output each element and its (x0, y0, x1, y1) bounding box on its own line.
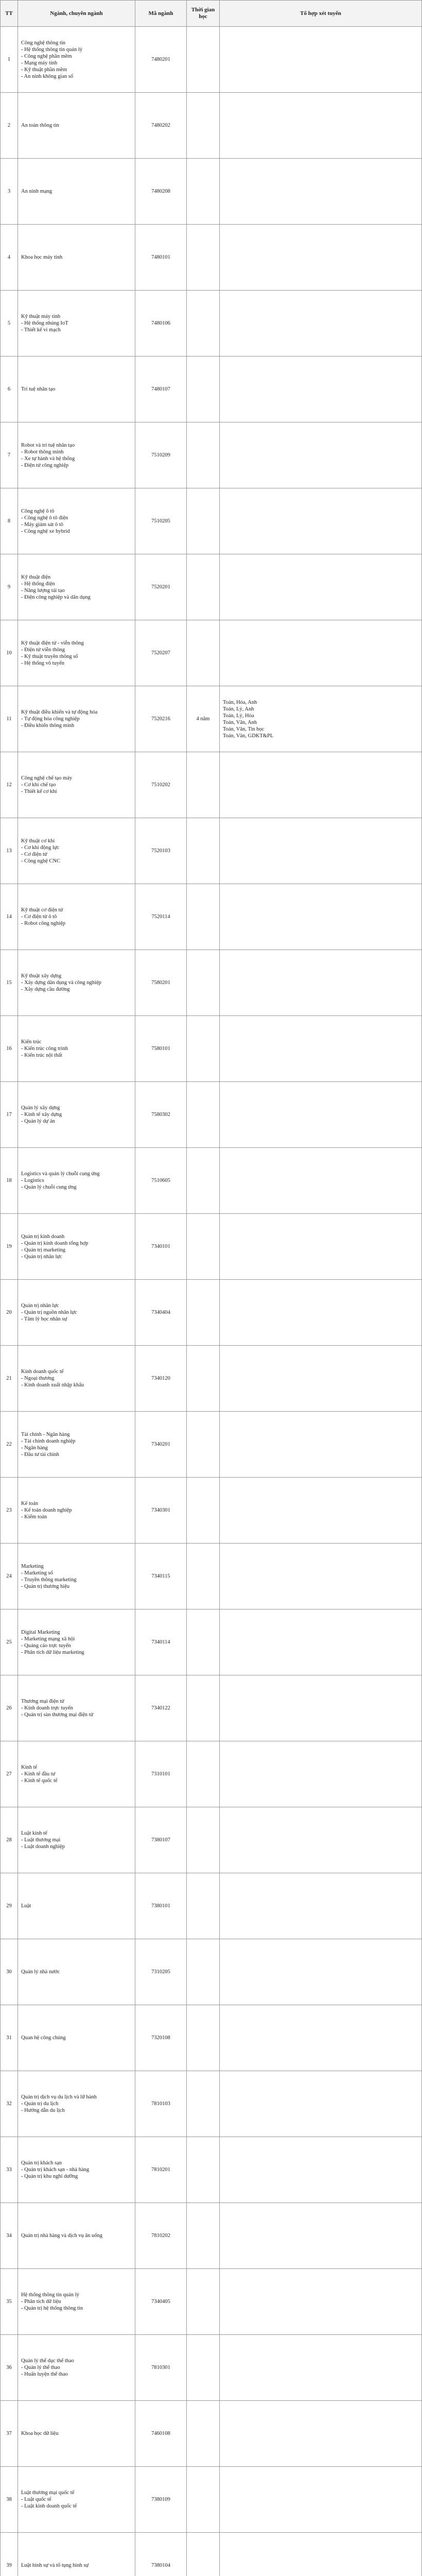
row-tt: 2 (1, 93, 18, 159)
row-combo (220, 422, 422, 488)
row-name: Quản trị kinh doanh - Quản trị kinh doanh tổng hợp - Quản trị marketing - Quản trị nhân lực (18, 1214, 135, 1280)
row-time (187, 752, 220, 818)
header-tt: TT (1, 1, 18, 27)
row-name: Công nghệ chế tạo máy - Cơ khí chế tạo - Thiết kế cơ khí (18, 752, 135, 818)
row-time (187, 1346, 220, 1412)
row-code: 7340404 (135, 1280, 187, 1346)
row-name: Thương mại điện tử - Kinh doanh trực tuyến - Quản trị sàn thương mại điện tử (18, 1675, 135, 1741)
row-time (187, 488, 220, 554)
row-tt: 32 (1, 2071, 18, 2137)
row-tt: 22 (1, 1412, 18, 1478)
row-time (187, 950, 220, 1016)
row-name: Logistics và quản lý chuỗi cung ứng - Logistics - Quản lý chuỗi cung ứng (18, 1148, 135, 1214)
row-name: Kế toán - Kế toán doanh nghiệp - Kiểm toán (18, 1478, 135, 1544)
row-time (187, 27, 220, 93)
row-combo (220, 950, 422, 1016)
row-name: An toàn thông tin (18, 93, 135, 159)
row-code: 7810103 (135, 2071, 187, 2137)
row-combo (220, 2269, 422, 2335)
row-time (187, 1741, 220, 1807)
row-name: Kỹ thuật xây dựng - Xây dựng dân dụng và công nghiệp - Xây dựng cầu đường (18, 950, 135, 1016)
table-row (1, 1280, 422, 1346)
table-row (1, 1609, 422, 1675)
table-row (1, 1544, 422, 1609)
row-name: Quản lý xây dựng - Kinh tế xây dựng - Quản lý dự án (18, 1082, 135, 1148)
row-name: Kinh tế - Kinh tế đầu tư - Kinh tế quốc tế (18, 1741, 135, 1807)
row-time (187, 1148, 220, 1214)
row-time (187, 1544, 220, 1609)
row-time (187, 1412, 220, 1478)
row-tt: 37 (1, 2401, 18, 2467)
row-tt: 35 (1, 2269, 18, 2335)
row-combo (220, 1214, 422, 1280)
row-code: 7810202 (135, 2203, 187, 2269)
table-row (1, 1082, 422, 1148)
table-row (1, 2071, 422, 2137)
table-row (1, 2137, 422, 2203)
row-combo (220, 1609, 422, 1675)
row-time (187, 1609, 220, 1675)
row-code: 7320108 (135, 2005, 187, 2071)
row-time (187, 2071, 220, 2137)
row-time (187, 1807, 220, 1873)
row-combo (220, 159, 422, 225)
row-time (187, 2005, 220, 2071)
row-code: 7340114 (135, 1609, 187, 1675)
table-row (1, 1412, 422, 1478)
row-name: Khoa học máy tính (18, 225, 135, 291)
row-code: 7480106 (135, 291, 187, 357)
row-tt: 23 (1, 1478, 18, 1544)
row-time (187, 1016, 220, 1082)
row-tt: 26 (1, 1675, 18, 1741)
table-row (1, 1016, 422, 1082)
row-tt: 17 (1, 1082, 18, 1148)
row-code: 7480202 (135, 93, 187, 159)
row-name: Công nghệ thông tin - Hệ thống thông tin quản lý - Công nghệ phần mềm - Mạng máy tính - Kỹ thuật phần mềm - An ninh không gian số (18, 27, 135, 93)
row-tt: 13 (1, 818, 18, 884)
row-tt: 39 (1, 2533, 18, 2576)
row-code: 7480208 (135, 159, 187, 225)
row-name: Luật kinh tế - Luật thương mại - Luật doanh nghiệp (18, 1807, 135, 1873)
row-combo (220, 884, 422, 950)
table-row (1, 159, 422, 225)
row-code: 7380107 (135, 1807, 187, 1873)
row-name: Trí tuệ nhân tạo (18, 357, 135, 422)
header-row (1, 1, 422, 27)
row-name: Công nghệ ô tô - Công nghệ ô tô điện - Máy giám sát ô tô - Công nghệ xe hybrid (18, 488, 135, 554)
row-name: Kỹ thuật điều khiển và tự động hóa - Tự động hóa công nghiệp - Điều khiển thông minh (18, 686, 135, 752)
row-name: Quản trị nhà hàng và dịch vụ ăn uống (18, 2203, 135, 2269)
row-combo (220, 2137, 422, 2203)
row-combo (220, 1544, 422, 1609)
row-time (187, 554, 220, 620)
row-tt: 29 (1, 1873, 18, 1939)
table-row (1, 1741, 422, 1807)
row-time (187, 1082, 220, 1148)
table-row (1, 27, 422, 93)
table-row (1, 488, 422, 554)
row-code: 7340301 (135, 1478, 187, 1544)
row-time (187, 1214, 220, 1280)
table-row (1, 884, 422, 950)
header-code: Mã ngành (135, 1, 187, 27)
row-code: 7520201 (135, 554, 187, 620)
table-row (1, 291, 422, 357)
table-row (1, 2467, 422, 2533)
table-row (1, 1346, 422, 1412)
row-code: 7380101 (135, 1873, 187, 1939)
row-combo (220, 1675, 422, 1741)
row-code: 7480107 (135, 357, 187, 422)
row-code: 7380109 (135, 2467, 187, 2533)
row-time (187, 1280, 220, 1346)
row-time: 4 năm (187, 686, 220, 752)
row-combo (220, 488, 422, 554)
row-code: 7510605 (135, 1148, 187, 1214)
row-combo (220, 620, 422, 686)
table-row (1, 752, 422, 818)
row-combo (220, 1807, 422, 1873)
row-combo (220, 2533, 422, 2576)
table-row (1, 686, 422, 752)
row-time (187, 2401, 220, 2467)
table-row (1, 1214, 422, 1280)
row-tt: 30 (1, 1939, 18, 2005)
row-combo (220, 1346, 422, 1412)
row-name: Quản trị khách sạn - Quản trị khách sạn - nhà hàng - Quản trị khu nghỉ dưỡng (18, 2137, 135, 2203)
row-combo (220, 2005, 422, 2071)
table-row (1, 422, 422, 488)
row-time (187, 1675, 220, 1741)
row-combo (220, 357, 422, 422)
row-name: Hệ thống thông tin quản lý - Phân tích dữ liệu - Quản trị hệ thống thông tin (18, 2269, 135, 2335)
header-name: Ngành, chuyên ngành (18, 1, 135, 27)
row-name: Luật hình sự và tố tụng hình sự (18, 2533, 135, 2576)
row-code: 7340101 (135, 1214, 187, 1280)
row-name: Digital Marketing - Marketing mạng xã hội - Quảng cáo trực tuyến - Phân tích dữ liệu marketing (18, 1609, 135, 1675)
row-combo (220, 2467, 422, 2533)
row-name: Luật (18, 1873, 135, 1939)
row-combo (220, 2335, 422, 2401)
row-code: 7310205 (135, 1939, 187, 2005)
table-row (1, 554, 422, 620)
row-time (187, 357, 220, 422)
row-tt: 11 (1, 686, 18, 752)
row-tt: 5 (1, 291, 18, 357)
row-tt: 16 (1, 1016, 18, 1082)
table-row (1, 225, 422, 291)
row-code: 7340122 (135, 1675, 187, 1741)
row-tt: 27 (1, 1741, 18, 1807)
row-name: Quản trị dịch vụ du lịch và lữ hành - Quản trị du lịch - Hướng dẫn du lịch (18, 2071, 135, 2137)
row-combo (220, 554, 422, 620)
row-tt: 25 (1, 1609, 18, 1675)
row-time (187, 93, 220, 159)
row-time (187, 818, 220, 884)
row-combo (220, 1478, 422, 1544)
row-tt: 33 (1, 2137, 18, 2203)
row-tt: 12 (1, 752, 18, 818)
row-code: 7340405 (135, 2269, 187, 2335)
table-row (1, 1939, 422, 2005)
row-time (187, 1478, 220, 1544)
row-tt: 18 (1, 1148, 18, 1214)
table-row (1, 1148, 422, 1214)
row-combo (220, 291, 422, 357)
table-row (1, 1478, 422, 1544)
row-name: Kỹ thuật điện - Hệ thống điện - Năng lượng tái tạo - Điện công nghiệp và dân dụng (18, 554, 135, 620)
row-tt: 38 (1, 2467, 18, 2533)
row-name: Quản lý nhà nước (18, 1939, 135, 2005)
table-row (1, 1873, 422, 1939)
row-tt: 36 (1, 2335, 18, 2401)
row-time (187, 2533, 220, 2576)
table-header (1, 1, 422, 27)
row-code: 7580302 (135, 1082, 187, 1148)
row-time (187, 1873, 220, 1939)
table-body (1, 27, 422, 2576)
table-row (1, 93, 422, 159)
table-row (1, 2005, 422, 2071)
row-code: 7460108 (135, 2401, 187, 2467)
row-time (187, 225, 220, 291)
row-code: 7520216 (135, 686, 187, 752)
row-name: Marketing - Marketing số - Truyền thông marketing - Quản trị thương hiệu (18, 1544, 135, 1609)
row-code: 7810301 (135, 2335, 187, 2401)
table-row (1, 620, 422, 686)
row-name: Quản trị nhân lực - Quản trị nguồn nhân lực - Tâm lý học nhân sự (18, 1280, 135, 1346)
header-combo: Tổ hợp xét tuyển (220, 1, 422, 27)
row-combo (220, 93, 422, 159)
row-combo (220, 2203, 422, 2269)
row-combo (220, 27, 422, 93)
row-combo (220, 1148, 422, 1214)
row-tt: 20 (1, 1280, 18, 1346)
table-row (1, 2269, 422, 2335)
table-row (1, 1675, 422, 1741)
row-combo (220, 752, 422, 818)
row-tt: 14 (1, 884, 18, 950)
row-time (187, 159, 220, 225)
row-combo (220, 1873, 422, 1939)
row-combo (220, 1082, 422, 1148)
row-tt: 19 (1, 1214, 18, 1280)
row-code: 7480201 (135, 27, 187, 93)
row-time (187, 291, 220, 357)
row-name: Kiến trúc - Kiến trúc công trình - Kiến trúc nội thất (18, 1016, 135, 1082)
table-row (1, 1807, 422, 1873)
table-row (1, 2335, 422, 2401)
row-name: Khoa học dữ liệu (18, 2401, 135, 2467)
row-code: 7340115 (135, 1544, 187, 1609)
row-name: Quản lý thể dục thể thao - Quản lý thể thao - Huấn luyện thể thao (18, 2335, 135, 2401)
row-code: 7510202 (135, 752, 187, 818)
row-combo (220, 225, 422, 291)
row-code: 7340120 (135, 1346, 187, 1412)
row-combo (220, 2401, 422, 2467)
row-name: Tài chính - Ngân hàng - Tài chính doanh nghiệp - Ngân hàng - Đầu tư tài chính (18, 1412, 135, 1478)
row-tt: 31 (1, 2005, 18, 2071)
row-tt: 6 (1, 357, 18, 422)
row-time (187, 2335, 220, 2401)
table-row (1, 2533, 422, 2576)
row-tt: 15 (1, 950, 18, 1016)
row-code: 7380104 (135, 2533, 187, 2576)
row-code: 7810201 (135, 2137, 187, 2203)
row-name: Kinh doanh quốc tế - Ngoại thương - Kinh doanh xuất nhập khẩu (18, 1346, 135, 1412)
row-combo (220, 818, 422, 884)
row-code: 7520103 (135, 818, 187, 884)
row-time (187, 2269, 220, 2335)
row-time (187, 2137, 220, 2203)
row-code: 7520114 (135, 884, 187, 950)
row-tt: 34 (1, 2203, 18, 2269)
row-combo: Toán, Hóa, Anh Toán, Lý, Anh Toán, Lý, Hóa Toán, Văn, Anh Toán, Văn, Tin học Toán, Văn, GDKT&PL (220, 686, 422, 752)
table-row (1, 357, 422, 422)
table-row (1, 2401, 422, 2467)
row-name: Quan hệ công chúng (18, 2005, 135, 2071)
table-row (1, 950, 422, 1016)
row-combo (220, 1280, 422, 1346)
row-combo (220, 1412, 422, 1478)
table-row (1, 2203, 422, 2269)
row-tt: 7 (1, 422, 18, 488)
row-tt: 9 (1, 554, 18, 620)
row-name: Robot và trí tuệ nhân tạo - Robot thông minh - Xe tự hành và hệ thống - Điện tử công nghiệp (18, 422, 135, 488)
row-code: 7310101 (135, 1741, 187, 1807)
row-code: 7510209 (135, 422, 187, 488)
row-tt: 3 (1, 159, 18, 225)
row-name: Kỹ thuật cơ khí - Cơ khí động lực - Cơ điện tử - Công nghệ CNC (18, 818, 135, 884)
row-tt: 28 (1, 1807, 18, 1873)
row-tt: 24 (1, 1544, 18, 1609)
row-combo (220, 1741, 422, 1807)
row-tt: 8 (1, 488, 18, 554)
row-tt: 10 (1, 620, 18, 686)
header-time: Thời gian học (187, 1, 220, 27)
row-time (187, 620, 220, 686)
row-code: 7580101 (135, 1016, 187, 1082)
row-time (187, 2467, 220, 2533)
row-time (187, 2203, 220, 2269)
row-code: 7520207 (135, 620, 187, 686)
row-tt: 4 (1, 225, 18, 291)
row-time (187, 1939, 220, 2005)
row-name: Kỹ thuật cơ điện tử - Cơ điện tử ô tô - Robot công nghiệp (18, 884, 135, 950)
row-code: 7340201 (135, 1412, 187, 1478)
row-name: Kỹ thuật điện tử - viễn thông - Điện tử viễn thông - Kỹ thuật truyền thông số - Hệ thống vô tuyến (18, 620, 135, 686)
row-code: 7510205 (135, 488, 187, 554)
row-combo (220, 2071, 422, 2137)
row-time (187, 884, 220, 950)
row-name: Luật thương mại quốc tế - Luật quốc tế - Luật kinh doanh quốc tế (18, 2467, 135, 2533)
row-combo (220, 1939, 422, 2005)
row-name: Kỹ thuật máy tính - Hệ thống nhúng IoT - Thiết kế vi mạch (18, 291, 135, 357)
row-name: An ninh mạng (18, 159, 135, 225)
row-time (187, 422, 220, 488)
row-code: 7580201 (135, 950, 187, 1016)
row-combo (220, 1016, 422, 1082)
row-tt: 1 (1, 27, 18, 93)
row-tt: 21 (1, 1346, 18, 1412)
row-code: 7480101 (135, 225, 187, 291)
table-row (1, 818, 422, 884)
